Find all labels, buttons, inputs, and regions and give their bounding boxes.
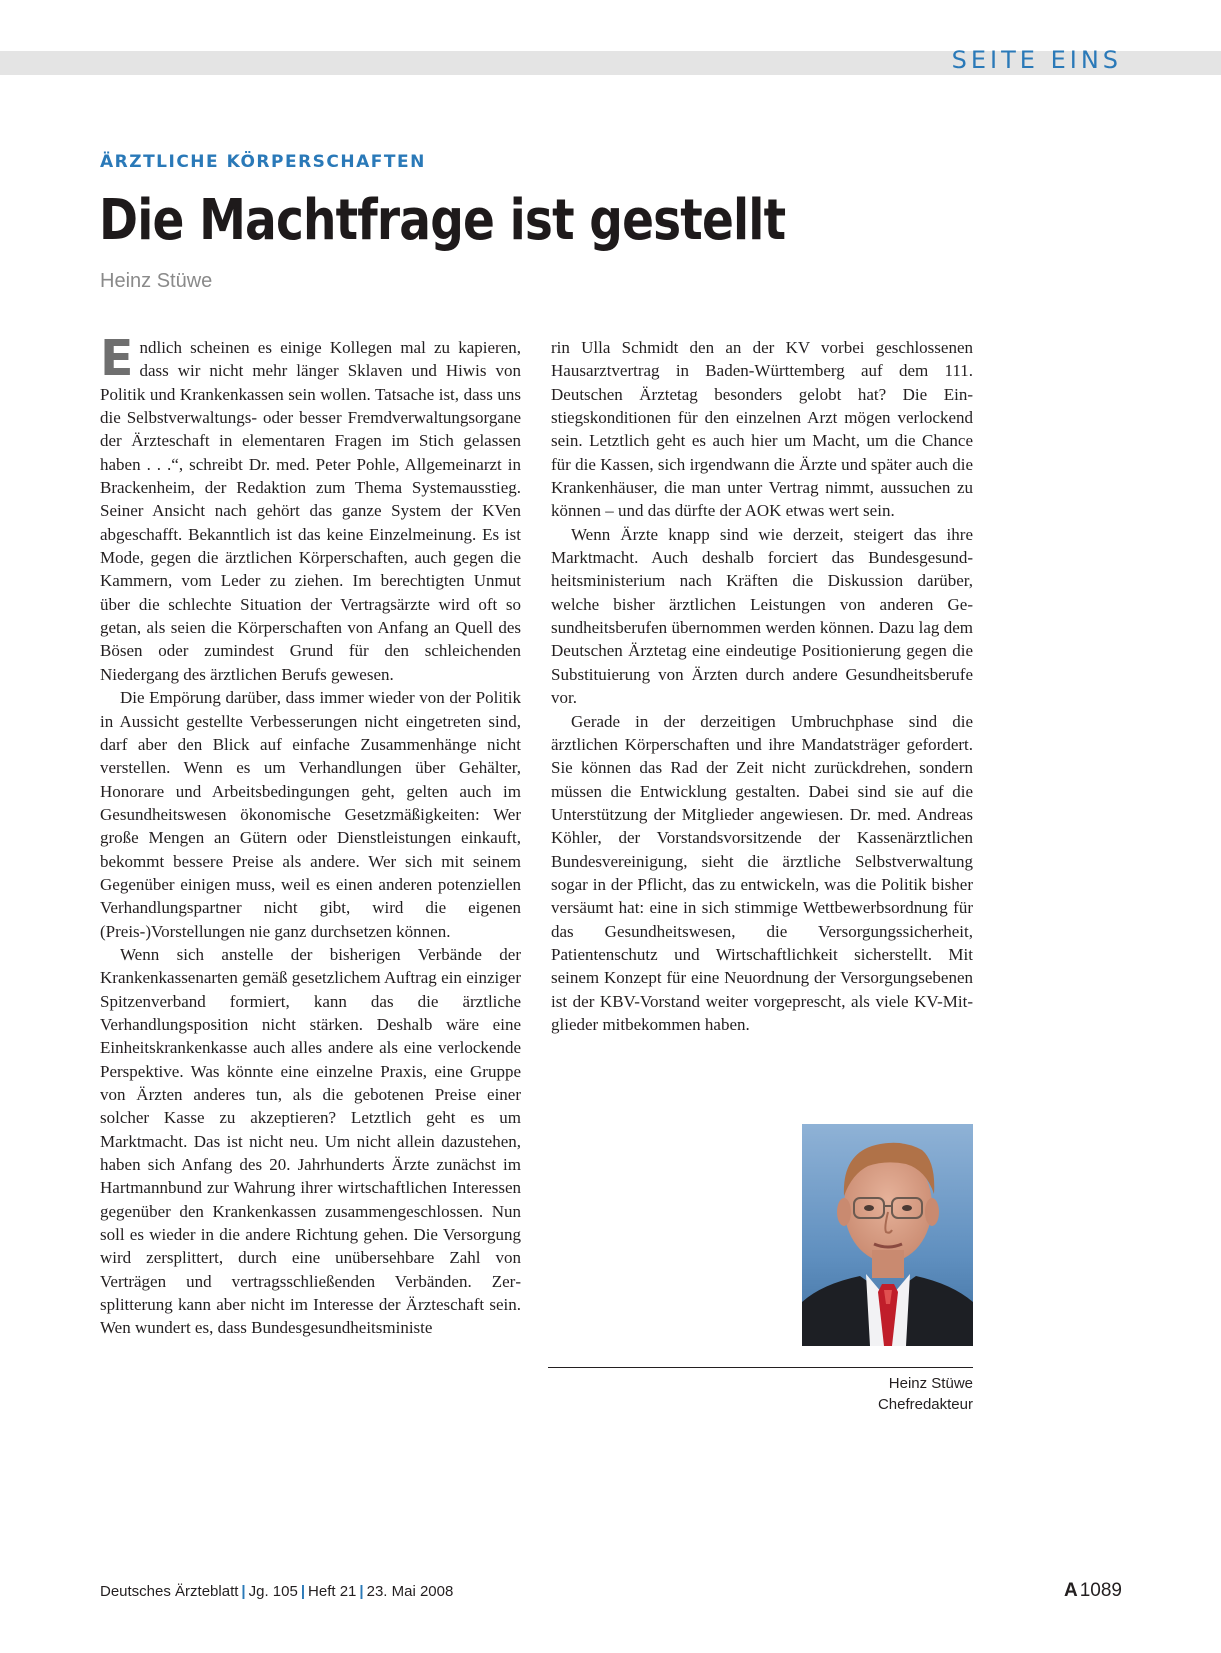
footer-separator: | <box>241 1583 246 1600</box>
article-author: Heinz Stüwe <box>100 270 213 292</box>
page-number-value: 1089 <box>1079 1580 1122 1601</box>
author-photo <box>802 1124 973 1346</box>
paragraph: Gerade in der derzeitigen Umbruchphase sind die ärztlichen Körperschaften und ihre Mandatsträger gefordert. Sie können das Rad der Zeit nicht zurückdrehen, sondern müssen die Entwicklung gestalten. Dabei sind sie auf die Unterstützung der Mitglieder angewiesen. Dr. med. Andreas Köhler, der Vorstandsvorsitzende der Kassenärztlichen Bundesvereinigung, sieht die ärztliche Selbstverwaltung sogar in der Pflicht, das zu entwickeln, was die Politik bisher versäumt hat: eine in sich stimmige Wettbewerbsordnung für das Gesundheitswesen, die Versorgungssicherheit, Patientenschutz und Wirtschaftlichkeit sicherstellt. Mit seinem Konzept für eine Neuordnung der Versorgungsebenen ist der KBV-Vorstand weiter vorgeprescht, als viele KV-Mitglieder mitbekommen haben. <box>551 711 973 1034</box>
section-label: SEITE EINS <box>951 46 1122 74</box>
paragraph: rin Ulla Schmidt den an der KV vorbei geschlossenen Hausarztvertrag in Baden-Württemberg auf dem 111. Deutschen Ärztetag besonders gelobt hat? Die Einstiegskonditionen für den einzelnen Arzt mögen verlockend sein. Letztlich geht es auch hier um Macht, um die Chance für die Kassen, sich irgendwann die Ärzte und später auch die Krankenhäuser, die man unter Vertrag nimmt, aussuchen zu können – und das dürfte der AOK etwas wert sein. <box>551 338 973 521</box>
paragraph: Die Empörung darüber, dass immer wieder von der Politik in Aussicht gestellte Verbesserungen nicht eingetreten sind, darf aber den Blick auf einfache Zusammenhänge nicht verstellen. Wenn es um Verhandlungen über Gehälter, Honorare und Arbeitsbedingungen geht, gelten auch im Gesundheitswesen ökonomische Gesetzmäßigkeiten: Wer große Mengen an Gütern oder Dienstleistungen einkauft, bekommt bessere Preise als andere. Wer sich mit seinem Gegenüber einigen muss, weil es einen anderen potenziellen Verhandlungspartner nicht gibt, wird die eigenen (Preis-)Vorstellungen nie ganz durchsetzen können. <box>100 688 521 941</box>
paragraph: Wenn Ärzte knapp sind wie derzeit, steigert das ihre Marktmacht. Auch deshalb forciert das Bundesgesundheitsministerium nach Kräften die Diskussion darüber, welche bisher ärztlichen Leistungen von anderen Gesundheitsberufen übernommen werden können. Dazu lag dem Deutschen Ärztetag eine eindeutige Positionierung gegen die Substituierung von Ärzten durch andere Gesundheitsberufe vor. <box>551 524 973 708</box>
footer-date: 23. Mai 2008 <box>366 1583 454 1600</box>
footer-separator: | <box>359 1583 364 1600</box>
drop-cap: E <box>100 330 134 387</box>
paragraph: Wenn sich anstelle der bisherigen Verbände der Krankenkassenarten gemäß gesetzlichem Auftrag ein einziger Spitzenverband formiert, kann das die ärztliche Verhandlungsposition nicht stärken. Deshalb wäre eine Einheitskrankenkasse auch alles andere als eine verlockende Perspektive. Was könnte eine einzelne Praxis, eine Gruppe von Ärzten anderes tun, als die gebotenen Preise einer solcher Kasse zu akzeptieren? Letztlich geht es um Marktmacht. Das ist nicht neu. Um nicht allein dazustehen, haben sich Anfang des 20. Jahrhunderts Ärzte zunächst im Hartmannbund zur Wahrung ihrer wirtschaftlichen Interessen gegenüber den Krankenkassen zusammengeschlossen. Nun soll es wieder in die andere Richtung gehen. Die Versorgung wird zersplittert, durch eine unübersehbare Zahl von Verträgen und vertragsschließenden Verbänden. Zersplitterung kann aber nicht im Interesse der Ärzteschaft sein. Wen wundert es, dass Bundesgesundheitsministe <box>100 944 521 1338</box>
article-kicker: ÄRZTLICHE KÖRPERSCHAFTEN <box>100 152 426 172</box>
paragraph-text: ndlich scheinen es einige Kollegen mal zu kapieren, dass wir nicht mehr länger Sklaven und Hiwis von Politik und Krankenkassen sein wollen. Tatsache ist, dass uns die Selbstverwaltungs- oder besser Fremdverwaltungsorgane der Ärzteschaft in elementaren Fragen im Stich gelassen haben . . .“, schreibt Dr. med. Peter Pohle, Allgemeinarzt in Brackenheim, der Redaktion zum Thema Systemausstieg. Seiner Ansicht nach gehört das ganze System der KVen abgeschafft. Bekanntlich ist das keine Einzelmeinung. Es ist Mode, gegen die ärztlichen Körperschaften, auch gegen die Kammern, vom Leder zu ziehen. Im berechtigten Unmut über die schlechte Situation der Vertragsärzte wird oft so getan, als seien die Körperschaften von Anfang an Quell des Bösen oder zumindest Grund für den schleichenden Niedergang des ärztlichen Berufs gewesen. <box>100 338 521 684</box>
footer-volume: Jg. 105 <box>248 1583 298 1600</box>
text-column-right <box>551 336 973 1036</box>
footer-separator: | <box>300 1583 306 1600</box>
page-prefix: A <box>1063 1580 1078 1601</box>
caption-divider <box>548 1367 973 1368</box>
footer-publication: Deutsches Ärzteblatt <box>100 1583 239 1600</box>
paragraph <box>100 330 521 686</box>
caption-role: Chefredakteur <box>877 1396 973 1413</box>
article-title: Die Machtfrage ist gestellt <box>99 188 786 253</box>
footer-citation <box>100 1583 453 1600</box>
footer-issue: Heft 21 <box>308 1583 357 1600</box>
text-column-left <box>100 330 521 1340</box>
caption-name: Heinz Stüwe <box>888 1375 973 1392</box>
page-number <box>1064 1580 1122 1602</box>
photo-caption <box>878 1373 973 1415</box>
